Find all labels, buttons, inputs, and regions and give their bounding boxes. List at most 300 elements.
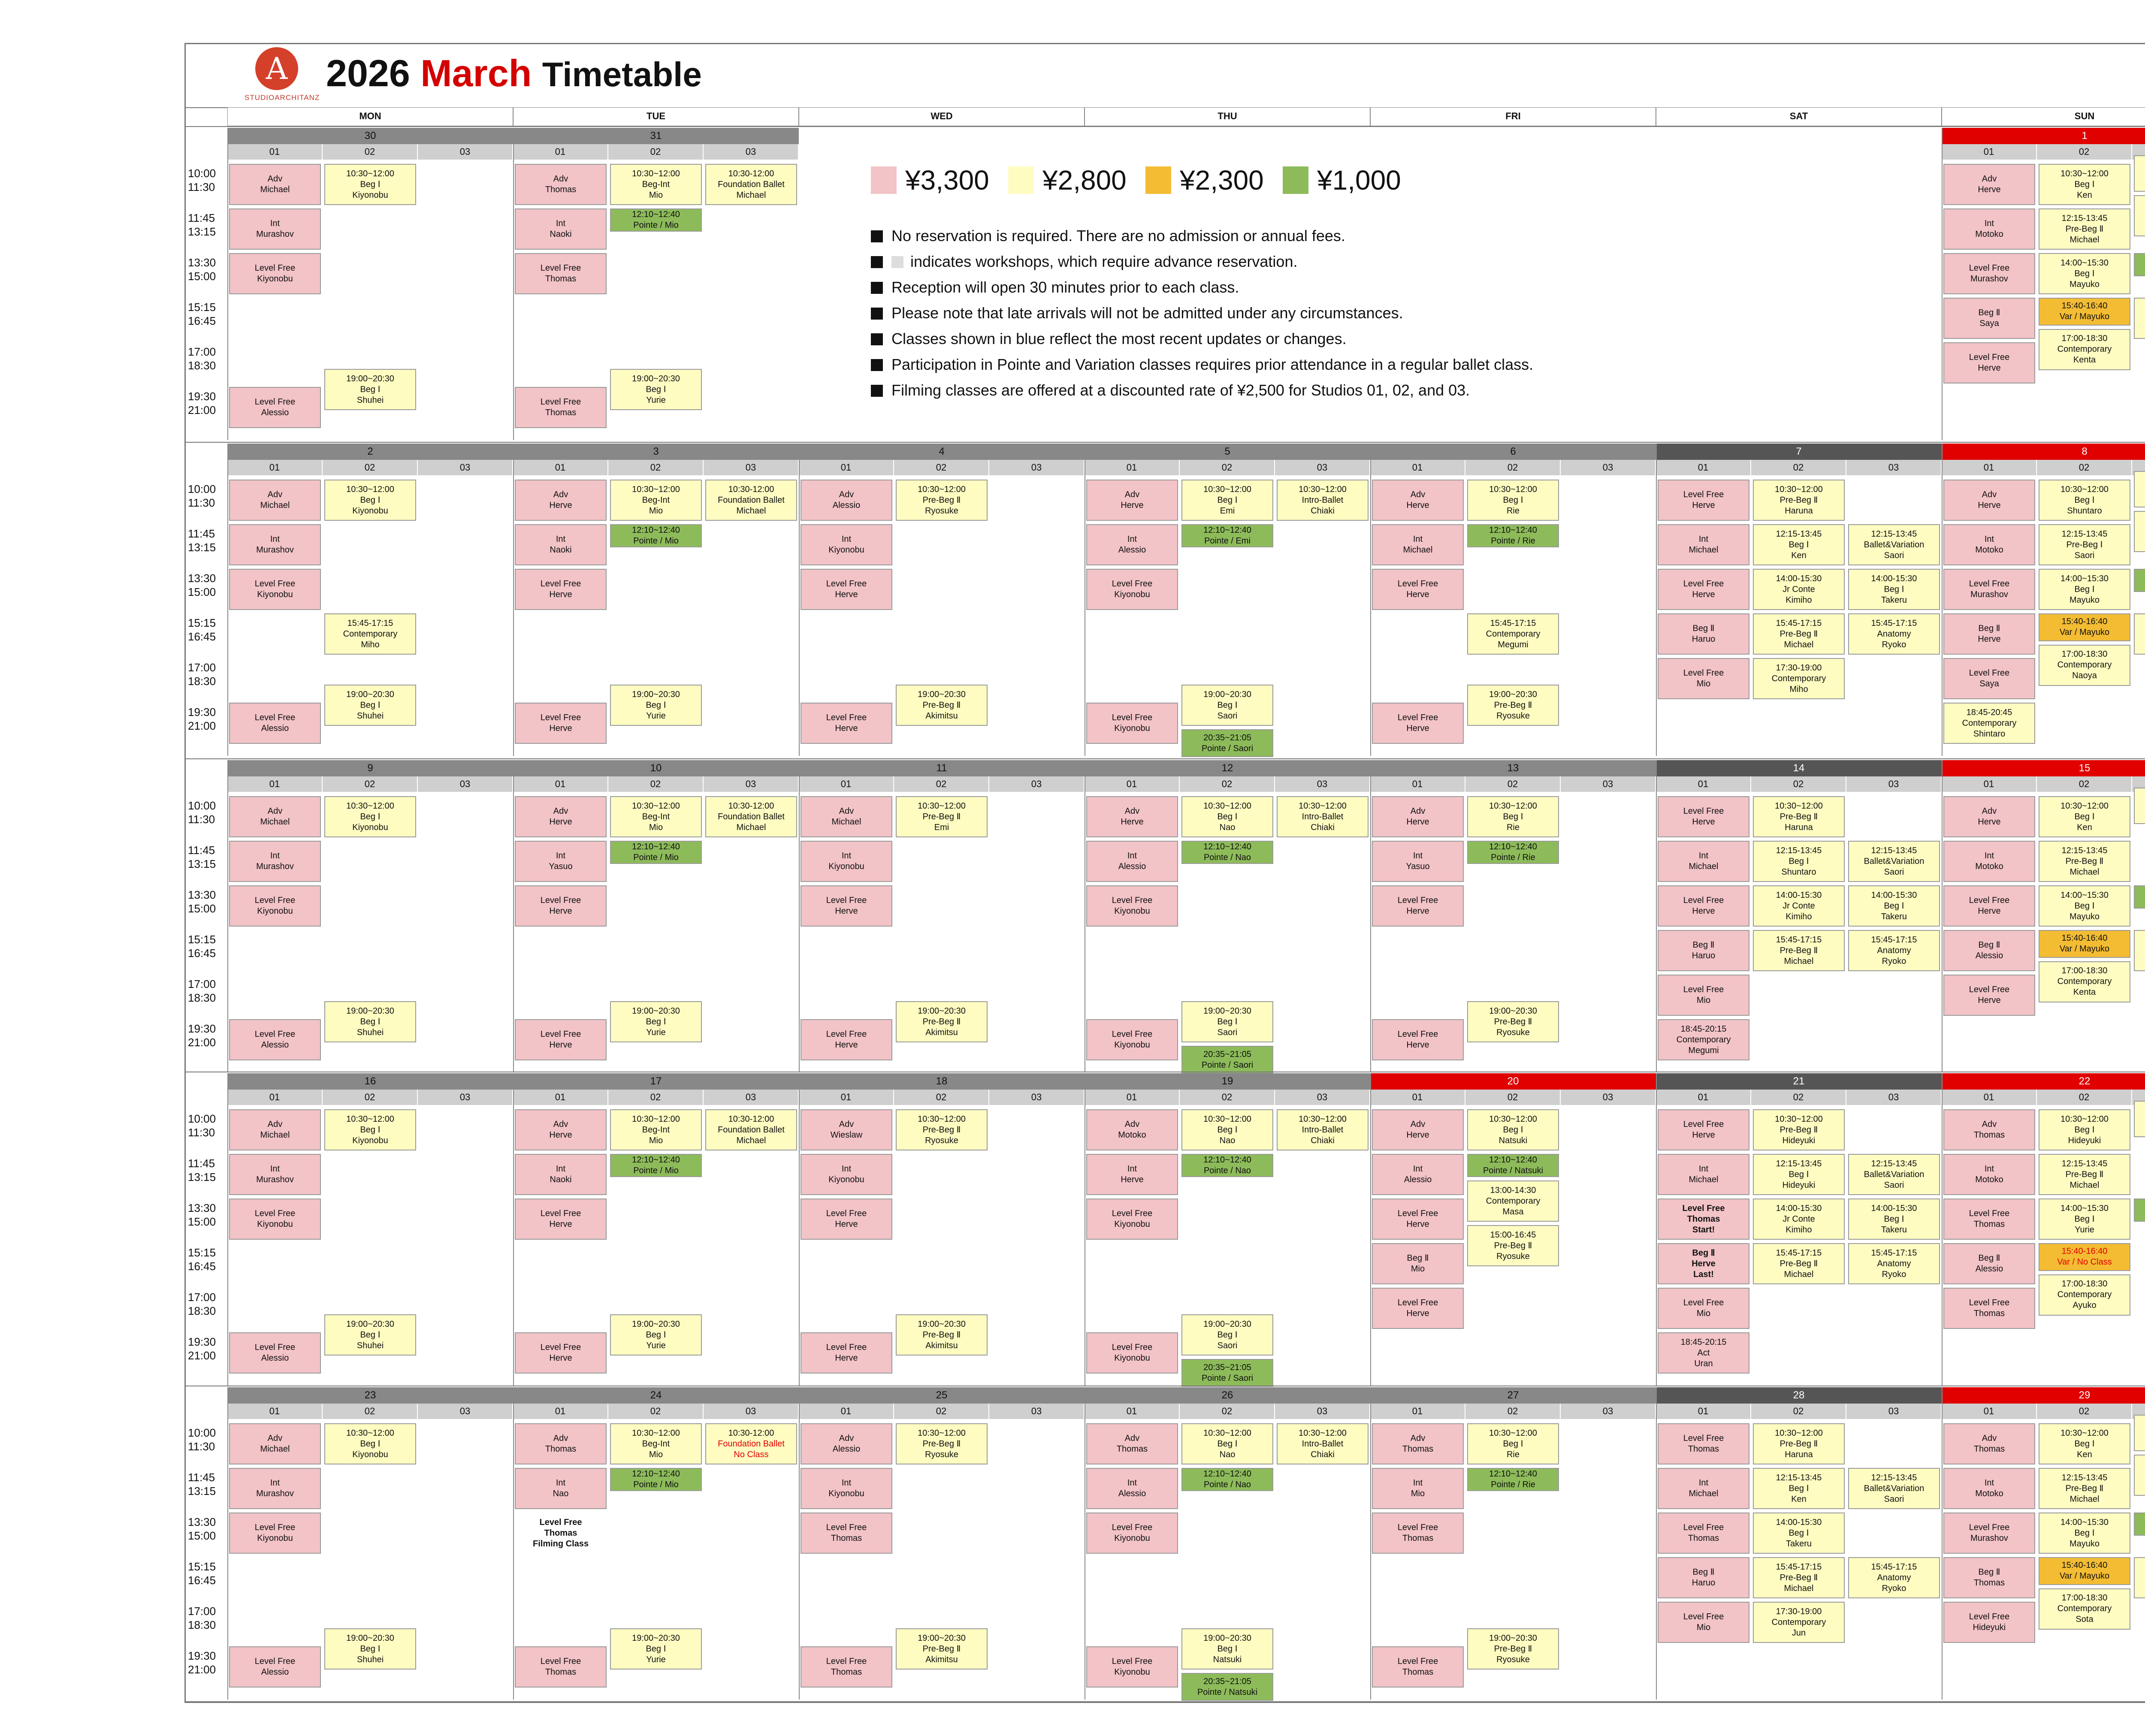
class-block[interactable]: Adv Thomas — [1943, 1423, 2035, 1464]
class-block[interactable]: Level Free Hideyuki — [1943, 1602, 2035, 1643]
class-block[interactable]: 12:15-13:45 Ballet&Variation Saori — [1848, 1154, 1940, 1195]
class-block[interactable]: Level Free Thomas — [1943, 1199, 2035, 1240]
class-block[interactable]: 10:30~12:00 Pre-Beg Ⅱ Hideyuki — [1753, 1109, 1845, 1150]
class-block[interactable]: Int Kiyonobu — [801, 841, 892, 882]
class-block[interactable]: Adv Thomas — [515, 164, 607, 205]
class-block[interactable] — [2134, 1557, 2145, 1598]
day-column-divider — [513, 128, 514, 440]
class-block[interactable] — [2134, 1415, 2145, 1451]
class-block[interactable]: 12:15-13:45 Pre-Beg Ⅱ Michael — [2039, 841, 2130, 882]
class-block[interactable]: Beg Ⅱ Alessio — [1943, 1243, 2035, 1284]
class-block[interactable]: Beg Ⅱ Herve — [1943, 613, 2035, 655]
class-block[interactable]: 19:00~20:30 Beg Ⅰ Shuhei — [324, 1001, 416, 1042]
class-block[interactable]: Level Free Herve — [1658, 569, 1749, 610]
class-block[interactable]: 10:30~12:00 Beg Ⅰ Kiyonobu — [324, 1423, 416, 1464]
class-block[interactable]: 12:10~12:40 Pointe / Rie — [1467, 1468, 1559, 1491]
class-block[interactable]: 14:00~15:30 Beg Ⅰ Mayuko — [2039, 1513, 2130, 1554]
class-block[interactable]: 14:00-15:30 Beg Ⅰ Takeru — [1848, 885, 1940, 927]
class-block[interactable]: Adv Michael — [801, 796, 892, 837]
class-block[interactable]: Level Free Mio — [1658, 1602, 1749, 1643]
class-block[interactable]: Adv Herve — [1086, 480, 1178, 521]
class-block[interactable]: Level Free Kiyonobu — [229, 885, 321, 927]
class-block[interactable]: Beg Ⅱ Haruo — [1658, 930, 1749, 971]
class-block[interactable] — [2134, 195, 2145, 236]
class-block[interactable]: 10:30-12:00 Foundation Ballet Michael — [705, 1109, 797, 1150]
class-block[interactable]: 12:15-13:45 Beg Ⅰ Shuntaro — [1753, 841, 1845, 882]
class-block[interactable]: 20:35~21:05 Pointe / Saori — [1181, 729, 1273, 757]
class-block[interactable]: 10:30~12:00 Beg Ⅰ Nao — [1181, 1109, 1273, 1150]
class-block[interactable]: Int Yasuo — [515, 841, 607, 882]
class-block[interactable]: 12:15-13:45 Beg Ⅰ Hideyuki — [1753, 1154, 1845, 1195]
class-block[interactable]: 10:30~12:00 Intro-Ballet Chiaki — [1277, 1423, 1369, 1464]
class-block[interactable]: 19:00~20:30 Beg Ⅰ Shuhei — [324, 1628, 416, 1670]
class-block[interactable]: Adv Herve — [1086, 796, 1178, 837]
class-block[interactable]: 19:00~20:30 Pre-Beg Ⅱ Ryosuke — [1467, 1001, 1559, 1042]
class-block[interactable]: 20:35~21:05 Pointe / Natsuki — [1181, 1673, 1273, 1701]
class-block[interactable]: Adv Michael — [229, 164, 321, 205]
class-block[interactable] — [2134, 471, 2145, 507]
class-block[interactable]: Level Free Herve — [1943, 975, 2035, 1016]
class-block[interactable] — [2134, 155, 2145, 192]
class-block[interactable]: 19:00~20:30 Pre-Beg Ⅱ Akimitsu — [896, 1314, 988, 1356]
class-block[interactable]: 12:10~12:40 Pointe / Mio — [610, 524, 702, 547]
class-block[interactable]: Beg Ⅱ Haruo — [1658, 1557, 1749, 1598]
class-block[interactable]: 19:00~20:30 Beg Ⅰ Saori — [1181, 1001, 1273, 1042]
class-block[interactable]: Int Herve — [1086, 1154, 1178, 1195]
class-block[interactable]: Level Free Herve — [1658, 885, 1749, 927]
class-block[interactable]: 17:00-18:30 Contemporary Sota — [2039, 1588, 2130, 1630]
class-block[interactable]: Level Free Thomas — [515, 1646, 607, 1688]
studio-header-03: 03 — [704, 1090, 799, 1105]
class-block[interactable]: Adv Alessio — [801, 480, 892, 521]
class-block[interactable]: 19:00~20:30 Beg Ⅰ Saori — [1181, 685, 1273, 726]
class-block[interactable]: 10:30~12:00 Pre-Beg Ⅱ Ryosuke — [896, 480, 988, 521]
class-block[interactable]: Level Free Herve — [1372, 569, 1464, 610]
class-block[interactable]: 15:40-16:40 Var / Mayuko — [2039, 1557, 2130, 1585]
class-block[interactable]: Level Free Kiyonobu — [229, 1199, 321, 1240]
class-block[interactable]: Int Motoko — [1943, 1468, 2035, 1509]
class-block[interactable]: Int Kiyonobu — [801, 1468, 892, 1509]
class-block[interactable]: 10:30~12:00 Beg Ⅰ Kiyonobu — [324, 796, 416, 837]
class-block[interactable]: Adv Herve — [1372, 480, 1464, 521]
class-block[interactable]: Int Kiyonobu — [801, 524, 892, 565]
class-block[interactable]: Int Nao — [515, 1468, 607, 1509]
class-block[interactable]: 18:45-20:15 Act Uran — [1658, 1332, 1749, 1374]
class-block[interactable]: 14:00~15:30 Beg Ⅰ Yurie — [2039, 1199, 2130, 1240]
class-block[interactable]: 10:30~12:00 Pre-Beg Ⅱ Ryosuke — [896, 1423, 988, 1464]
class-block[interactable]: Adv Herve — [1943, 796, 2035, 837]
class-block[interactable]: Adv Herve — [515, 796, 607, 837]
class-block[interactable]: Adv Herve — [1372, 796, 1464, 837]
class-block[interactable]: 15:45-17:15 Pre-Beg Ⅱ Michael — [1753, 1243, 1845, 1284]
class-block[interactable]: Level Free Thomas — [801, 1513, 892, 1554]
class-block[interactable]: 14:00~15:30 Beg Ⅰ Mayuko — [2039, 253, 2130, 294]
studio-header-01: 01 — [1370, 460, 1465, 475]
studio-header-02: 02 — [323, 144, 418, 160]
day-column-divider — [799, 1073, 800, 1386]
class-block[interactable]: 15:40-16:40 Var / Mayuko — [2039, 613, 2130, 641]
class-block[interactable]: Level Free Herve — [515, 703, 607, 744]
title-word: Timetable — [542, 55, 702, 94]
class-block[interactable]: Level Free Kiyonobu — [1086, 569, 1178, 610]
class-block[interactable]: 10:30-12:00 Foundation Ballet Michael — [705, 164, 797, 205]
class-block[interactable]: Level Free Thomas — [801, 1646, 892, 1688]
class-block[interactable]: 19:00~20:30 Pre-Beg Ⅱ Ryosuke — [1467, 1628, 1559, 1670]
class-block[interactable]: 15:00-16:45 Pre-Beg Ⅱ Ryosuke — [1467, 1225, 1559, 1266]
class-block[interactable]: Adv Wieslaw — [801, 1109, 892, 1150]
studio-header-02: 02 — [1465, 776, 1561, 792]
class-block[interactable]: 10:30~12:00 Intro-Ballet Chiaki — [1277, 1109, 1369, 1150]
class-block[interactable]: 10:30~12:00 Pre-Beg Ⅱ Ryosuke — [896, 1109, 988, 1150]
class-block[interactable]: 19:00~20:30 Beg Ⅰ Shuhei — [324, 369, 416, 410]
class-block[interactable]: 10:30~12:00 Beg Ⅰ Rie — [1467, 480, 1559, 521]
class-block[interactable]: 10:30~12:00 Beg Ⅰ Kiyonobu — [324, 1109, 416, 1150]
class-block[interactable]: Adv Herve — [1943, 480, 2035, 521]
class-block[interactable]: Adv Michael — [229, 1423, 321, 1464]
class-block[interactable]: 17:00-18:30 Contemporary Naoya — [2039, 645, 2130, 686]
class-block[interactable] — [2134, 788, 2145, 824]
class-block[interactable]: Level Free Alessio — [229, 1332, 321, 1374]
class-block[interactable]: Int Naoki — [515, 524, 607, 565]
class-block[interactable]: Int Murashov — [229, 841, 321, 882]
date-bar: 28 — [1656, 1387, 1942, 1404]
class-block[interactable]: Level Free Alessio — [229, 703, 321, 744]
class-block[interactable]: Level Free Alessio — [229, 387, 321, 428]
class-block[interactable]: 15:40-16:40 Var / Mayuko — [2039, 930, 2130, 958]
class-block[interactable]: Level Free Alessio — [229, 1019, 321, 1060]
class-block[interactable]: Level Free Herve — [801, 1332, 892, 1374]
class-block[interactable]: 12:10~12:40 Pointe / Rie — [1467, 841, 1559, 864]
class-block[interactable]: 12:15-13:45 Ballet&Variation Saori — [1848, 524, 1940, 565]
class-block[interactable]: 10:30~12:00 Beg-Int Mio — [610, 480, 702, 521]
class-block[interactable]: 10:30~12:00 Beg Ⅰ Rie — [1467, 1423, 1559, 1464]
studio-header-02: 02 — [1465, 1404, 1561, 1419]
class-block[interactable]: Adv Michael — [229, 1109, 321, 1150]
class-block[interactable]: Beg Ⅱ Herve Last! — [1658, 1243, 1749, 1284]
class-block[interactable] — [2134, 1513, 2145, 1536]
class-block[interactable]: Int Murashov — [229, 524, 321, 565]
class-block[interactable]: 19:00~20:30 Pre-Beg Ⅱ Akimitsu — [896, 685, 988, 726]
class-block[interactable]: 17:00-18:30 Contemporary Kenta — [2039, 961, 2130, 1002]
legend-price: ¥2,800 — [1042, 165, 1127, 196]
class-block[interactable]: 12:15-13:45 Pre-Beg Ⅱ Michael — [2039, 208, 2130, 250]
class-block[interactable]: Level Free Herve — [801, 703, 892, 744]
class-block[interactable]: Level Free Kiyonobu — [1086, 1332, 1178, 1374]
studio-header-02: 02 — [608, 1090, 704, 1105]
class-block[interactable]: 19:00~20:30 Beg Ⅰ Natsuki — [1181, 1628, 1273, 1670]
class-block[interactable]: Int Yasuo — [1372, 841, 1464, 882]
class-block[interactable]: Int Michael — [1658, 1154, 1749, 1195]
class-block[interactable]: Adv Michael — [229, 480, 321, 521]
class-block[interactable] — [2134, 1455, 2145, 1496]
class-block[interactable]: 12:15-13:45 Beg Ⅰ Ken — [1753, 1468, 1845, 1509]
class-block[interactable]: Level Free Kiyonobu — [1086, 885, 1178, 927]
class-block[interactable]: Int Naoki — [515, 208, 607, 250]
class-block[interactable]: 14:00~15:30 Beg Ⅰ Mayuko — [2039, 569, 2130, 610]
class-block[interactable]: Adv Thomas — [1086, 1423, 1178, 1464]
class-block[interactable]: 10:30~12:00 Beg Ⅰ Rie — [1467, 796, 1559, 837]
class-block[interactable]: 10:30~12:00 Pre-Beg Ⅱ Emi — [896, 796, 988, 837]
class-block[interactable]: 10:30~12:00 Beg Ⅰ Nao — [1181, 796, 1273, 837]
class-block[interactable]: Level Free Kiyonobu — [1086, 1646, 1178, 1688]
class-block[interactable]: Int Murashov — [229, 1154, 321, 1195]
class-block[interactable]: Int Alessio — [1086, 841, 1178, 882]
class-block[interactable]: Level Free Kiyonobu — [1086, 703, 1178, 744]
class-block[interactable]: Int Naoki — [515, 1154, 607, 1195]
class-block[interactable]: 12:10~12:40 Pointe / Nao — [1181, 841, 1273, 864]
class-block[interactable]: Int Alessio — [1372, 1154, 1464, 1195]
class-block[interactable]: Level Free Herve — [801, 569, 892, 610]
class-block[interactable]: Level Free Herve — [1372, 1288, 1464, 1329]
class-block[interactable] — [2134, 511, 2145, 552]
class-block[interactable]: 15:45-17:15 Contemporary Megumi — [1467, 613, 1559, 655]
class-block[interactable]: 18:45-20:45 Contemporary Shintaro — [1943, 703, 2035, 744]
class-block[interactable]: 12:15-13:45 Pre-Beg Ⅰ Saori — [2039, 524, 2130, 565]
class-block[interactable]: 19:00~20:30 Pre-Beg Ⅱ Akimitsu — [896, 1628, 988, 1670]
class-block[interactable]: 12:15-13:45 Pre-Beg Ⅱ Michael — [2039, 1154, 2130, 1195]
class-block[interactable]: Int Motoko — [1943, 1154, 2035, 1195]
class-block[interactable]: Int Kiyonobu — [801, 1154, 892, 1195]
class-block[interactable]: Level Free Herve — [1658, 1109, 1749, 1150]
class-block[interactable]: Level Free Herve — [801, 1019, 892, 1060]
class-block[interactable]: 10:30~12:00 Pre-Beg Ⅱ Haruna — [1753, 796, 1845, 837]
class-block[interactable]: 10:30~12:00 Beg Ⅰ Ken — [2039, 796, 2130, 837]
class-block[interactable]: 10:30~12:00 Pre-Beg Ⅱ Haruna — [1753, 1423, 1845, 1464]
class-block[interactable]: Level Free Herve — [1372, 1199, 1464, 1240]
class-block[interactable]: 20:35~21:05 Pointe / Saori — [1181, 1046, 1273, 1074]
class-block[interactable]: 19:00~20:30 Beg Ⅰ Yurie — [610, 1001, 702, 1042]
class-block[interactable]: 10:30~12:00 Beg Ⅰ Ken — [2039, 164, 2130, 205]
class-block[interactable]: Level Free Murashov — [1943, 569, 2035, 610]
class-block[interactable] — [2134, 298, 2145, 339]
class-block[interactable]: Level Free Kiyonobu — [1086, 1513, 1178, 1554]
class-block[interactable]: Int Motoko — [1943, 841, 2035, 882]
class-block[interactable]: Adv Thomas — [1943, 1109, 2035, 1150]
class-block[interactable]: 12:10~12:40 Pointe / Nao — [1181, 1468, 1273, 1491]
class-block[interactable]: Level Free Herve — [801, 885, 892, 927]
class-block[interactable]: 14:00~15:30 Beg Ⅰ Mayuko — [2039, 885, 2130, 927]
class-block[interactable]: 19:00~20:30 Beg Ⅰ Yurie — [610, 685, 702, 726]
class-block[interactable]: 20:35~21:05 Pointe / Saori — [1181, 1359, 1273, 1387]
class-block[interactable]: 17:30-19:00 Contemporary Miho — [1753, 658, 1845, 699]
class-block[interactable]: 15:45-17:15 Pre-Beg Ⅱ Michael — [1753, 930, 1845, 971]
class-block[interactable]: 12:10~12:40 Pointe / Mio — [610, 208, 702, 232]
class-block[interactable]: Level Free Herve — [515, 569, 607, 610]
class-block[interactable]: 14:00-15:30 Jr Conte Kimiho — [1753, 1199, 1845, 1240]
class-block[interactable]: Level Free Herve — [1658, 796, 1749, 837]
class-block[interactable]: 19:00~20:30 Beg Ⅰ Yurie — [610, 1628, 702, 1670]
class-block[interactable]: 15:40-16:40 Var / No Class — [2039, 1243, 2130, 1271]
class-block[interactable]: Beg Ⅱ Haruo — [1658, 613, 1749, 655]
class-block[interactable]: Level Free Kiyonobu — [229, 253, 321, 294]
class-block[interactable]: Adv Motoko — [1086, 1109, 1178, 1150]
class-block[interactable]: 12:10~12:40 Pointe / Natsuki — [1467, 1154, 1559, 1177]
class-block[interactable]: 14:00-15:30 Beg Ⅰ Takeru — [1848, 569, 1940, 610]
class-block[interactable]: Beg Ⅱ Mio — [1372, 1243, 1464, 1284]
class-block[interactable]: 19:00~20:30 Pre-Beg Ⅱ Akimitsu — [896, 1001, 988, 1042]
class-block[interactable]: Adv Thomas — [515, 1423, 607, 1464]
class-block[interactable]: 10:30-12:00 Foundation Ballet Michael — [705, 480, 797, 521]
class-block[interactable]: Int Michael — [1658, 524, 1749, 565]
class-block[interactable] — [2134, 253, 2145, 276]
class-block[interactable]: Level Free Murashov — [1943, 1513, 2035, 1554]
class-block[interactable]: 10:30~12:00 Beg Ⅰ Hideyuki — [2039, 1109, 2130, 1150]
class-block[interactable]: Level Free Herve — [1943, 342, 2035, 383]
class-block[interactable]: 12:15-13:45 Pre-Beg Ⅱ Michael — [2039, 1468, 2130, 1509]
class-block[interactable]: Level Free Herve — [515, 1199, 607, 1240]
class-block[interactable]: 10:30~12:00 Beg Ⅰ Nao — [1181, 1423, 1273, 1464]
class-block[interactable]: 10:30~12:00 Beg-Int Mio — [610, 164, 702, 205]
class-block[interactable]: 14:00-15:30 Beg Ⅰ Takeru — [1848, 1199, 1940, 1240]
class-block[interactable]: Adv Herve — [515, 1109, 607, 1150]
class-block[interactable]: 19:00~20:30 Pre-Beg Ⅱ Ryosuke — [1467, 685, 1559, 726]
class-block[interactable]: Int Michael — [1658, 1468, 1749, 1509]
class-block[interactable]: 10:30~12:00 Beg-Int Mio — [610, 1423, 702, 1464]
class-block[interactable]: Level Free Herve — [515, 1332, 607, 1374]
class-block[interactable]: 19:00~20:30 Beg Ⅰ Saori — [1181, 1314, 1273, 1356]
class-block[interactable]: Level Free Kiyonobu — [1086, 1199, 1178, 1240]
workshop-swatch-icon — [891, 256, 903, 268]
class-block[interactable] — [2134, 613, 2145, 655]
class-block[interactable]: Level Free Thomas — [515, 387, 607, 428]
class-block[interactable]: Int Murashov — [229, 1468, 321, 1509]
class-block[interactable]: 15:45-17:15 Pre-Beg Ⅱ Michael — [1753, 613, 1845, 655]
class-block[interactable]: Level Free Thomas — [1943, 1288, 2035, 1329]
class-block[interactable]: Adv Michael — [229, 796, 321, 837]
class-block[interactable] — [2134, 1199, 2145, 1222]
class-block[interactable]: Level Free Kiyonobu — [229, 569, 321, 610]
class-block[interactable]: Level Free Saya — [1943, 658, 2035, 699]
class-block[interactable]: 10:30-12:00 Foundation Ballet Michael — [705, 796, 797, 837]
studio-header-01: 01 — [1370, 1404, 1465, 1419]
class-block[interactable] — [2134, 1101, 2145, 1137]
class-block[interactable]: 10:30~12:00 Intro-Ballet Chiaki — [1277, 796, 1369, 837]
class-block[interactable]: 17:30-19:00 Contemporary Jun — [1753, 1602, 1845, 1643]
class-block[interactable]: Level Free Thomas — [515, 253, 607, 294]
class-block[interactable]: 10:30~12:00 Beg Ⅰ Natsuki — [1467, 1109, 1559, 1150]
class-block[interactable]: 15:45-17:15 Contemporary Miho — [324, 613, 416, 655]
class-block[interactable]: 10:30~12:00 Pre-Beg Ⅱ Haruna — [1753, 480, 1845, 521]
class-block[interactable]: Int Michael — [1658, 841, 1749, 882]
class-block[interactable]: Adv Herve — [515, 480, 607, 521]
class-block[interactable]: 18:45-20:15 Contemporary Megumi — [1658, 1019, 1749, 1060]
class-block[interactable]: Level Free Herve — [1372, 1019, 1464, 1060]
class-block[interactable]: Level Free Thomas — [1372, 1513, 1464, 1554]
class-block[interactable]: Beg Ⅱ Saya — [1943, 298, 2035, 339]
class-block[interactable]: Level Free Murashov — [1943, 253, 2035, 294]
class-block[interactable]: Level Free Herve — [515, 885, 607, 927]
class-block[interactable]: Level Free Kiyonobu — [1086, 1019, 1178, 1060]
class-block[interactable]: 19:00~20:30 Beg Ⅰ Shuhei — [324, 1314, 416, 1356]
class-block[interactable]: Level Free Herve — [1658, 480, 1749, 521]
class-block[interactable]: Level Free Thomas — [1372, 1646, 1464, 1688]
class-block[interactable] — [2134, 885, 2145, 909]
class-block[interactable]: 10:30~12:00 Beg Ⅰ Kiyonobu — [324, 480, 416, 521]
class-block[interactable]: 12:10~12:40 Pointe / Mio — [610, 1154, 702, 1177]
class-block[interactable]: Beg Ⅱ Alessio — [1943, 930, 2035, 971]
class-block[interactable]: 15:45-17:15 Anatomy Ryoko — [1848, 613, 1940, 655]
class-block[interactable]: Adv Alessio — [801, 1423, 892, 1464]
time-label-left: 11:45 13:15 — [188, 1157, 216, 1183]
class-block[interactable]: Level Free Thomas — [1658, 1513, 1749, 1554]
class-block[interactable]: 10:30~12:00 Beg-Int Mio — [610, 796, 702, 837]
class-block[interactable]: Int Motoko — [1943, 524, 2035, 565]
class-block[interactable]: 19:00~20:30 Beg Ⅰ Yurie — [610, 369, 702, 410]
class-block[interactable]: 19:00~20:30 Beg Ⅰ Yurie — [610, 1314, 702, 1356]
class-block[interactable]: 10:30~12:00 Beg Ⅰ Ken — [2039, 1423, 2130, 1464]
class-block[interactable] — [2134, 930, 2145, 971]
class-block[interactable]: Int Michael — [1372, 524, 1464, 565]
class-block[interactable]: Level Free Alessio — [229, 1646, 321, 1688]
class-block[interactable]: 14:00-15:30 Jr Conte Kimiho — [1753, 885, 1845, 927]
class-block[interactable]: Level Free Mio — [1658, 658, 1749, 699]
class-block[interactable]: 17:00-18:30 Contemporary Ayuko — [2039, 1274, 2130, 1316]
class-block[interactable]: 10:30~12:00 Beg Ⅰ Kiyonobu — [324, 164, 416, 205]
class-block[interactable]: 13:00-14:30 Contemporary Masa — [1467, 1180, 1559, 1222]
class-block[interactable]: Level Free Herve — [801, 1199, 892, 1240]
class-block[interactable]: 12:10~12:40 Pointe / Rie — [1467, 524, 1559, 547]
class-block[interactable]: Int Mio — [1372, 1468, 1464, 1509]
class-block[interactable]: Level Free Thomas Filming Class — [532, 1517, 589, 1549]
class-block[interactable]: Level Free Thomas Start! — [1658, 1199, 1749, 1240]
class-block[interactable]: Level Free Herve — [1372, 885, 1464, 927]
class-block[interactable]: Level Free Herve — [1372, 703, 1464, 744]
class-block[interactable]: Int Motoko — [1943, 208, 2035, 250]
class-block[interactable]: 15:45-17:15 Pre-Beg Ⅱ Michael — [1753, 1557, 1845, 1598]
class-block[interactable]: Int Alessio — [1086, 1468, 1178, 1509]
class-block[interactable]: Level Free Herve — [515, 1019, 607, 1060]
class-block[interactable]: Beg Ⅱ Thomas — [1943, 1557, 2035, 1598]
class-block[interactable]: Level Free Mio — [1658, 1288, 1749, 1329]
day-column-divider — [513, 444, 514, 756]
class-block[interactable]: Level Free Thomas — [1658, 1423, 1749, 1464]
class-block[interactable]: 15:45-17:15 Anatomy Ryoko — [1848, 1243, 1940, 1284]
class-block[interactable]: 15:40-16:40 Var / Mayuko — [2039, 298, 2130, 326]
class-block[interactable]: 10:30~12:00 Beg-Int Mio — [610, 1109, 702, 1150]
class-block[interactable]: 12:15-13:45 Ballet&Variation Saori — [1848, 1468, 1940, 1509]
class-block[interactable]: 19:00~20:30 Beg Ⅰ Shuhei — [324, 685, 416, 726]
class-block[interactable]: 12:10~12:40 Pointe / Emi — [1181, 524, 1273, 547]
class-block[interactable]: 12:10~12:40 Pointe / Mio — [610, 1468, 702, 1491]
class-block[interactable]: 17:00-18:30 Contemporary Kenta — [2039, 329, 2130, 370]
class-block[interactable]: 10:30~12:00 Intro-Ballet Chiaki — [1277, 480, 1369, 521]
class-block[interactable]: 14:00-15:30 Beg Ⅰ Takeru — [1753, 1513, 1845, 1554]
class-block[interactable]: 10:30-12:00 Foundation Ballet No Class — [705, 1423, 797, 1464]
date-bar: 26 — [1085, 1387, 1370, 1404]
class-block[interactable]: Level Free Mio — [1658, 975, 1749, 1016]
class-block[interactable]: 10:30~12:00 Beg Ⅰ Shuntaro — [2039, 480, 2130, 521]
studio-header-02: 02 — [323, 460, 418, 475]
day-column-divider — [1942, 760, 1943, 1072]
date-bar: 4 — [799, 444, 1085, 460]
class-block[interactable]: Level Free Herve — [1943, 885, 2035, 927]
class-block[interactable]: 12:15-13:45 Ballet&Variation Saori — [1848, 841, 1940, 882]
class-block[interactable]: 15:45-17:15 Anatomy Ryoko — [1848, 930, 1940, 971]
class-block[interactable]: Adv Herve — [1943, 164, 2035, 205]
class-block[interactable]: 10:30~12:00 Beg Ⅰ Emi — [1181, 480, 1273, 521]
class-block[interactable]: 15:45-17:15 Anatomy Ryoko — [1848, 1557, 1940, 1598]
class-block[interactable]: 12:10~12:40 Pointe / Mio — [610, 841, 702, 864]
class-block[interactable]: Adv Thomas — [1372, 1423, 1464, 1464]
class-block[interactable]: 12:10~12:40 Pointe / Nao — [1181, 1154, 1273, 1177]
class-block[interactable]: Int Alessio — [1086, 524, 1178, 565]
class-block[interactable]: 12:15-13:45 Beg Ⅰ Ken — [1753, 524, 1845, 565]
class-block[interactable]: 14:00-15:30 Jr Conte Kimiho — [1753, 569, 1845, 610]
class-block[interactable]: Int Murashov — [229, 208, 321, 250]
class-block[interactable]: Level Free Kiyonobu — [229, 1513, 321, 1554]
class-block[interactable]: Adv Herve — [1372, 1109, 1464, 1150]
class-block[interactable] — [2134, 569, 2145, 592]
